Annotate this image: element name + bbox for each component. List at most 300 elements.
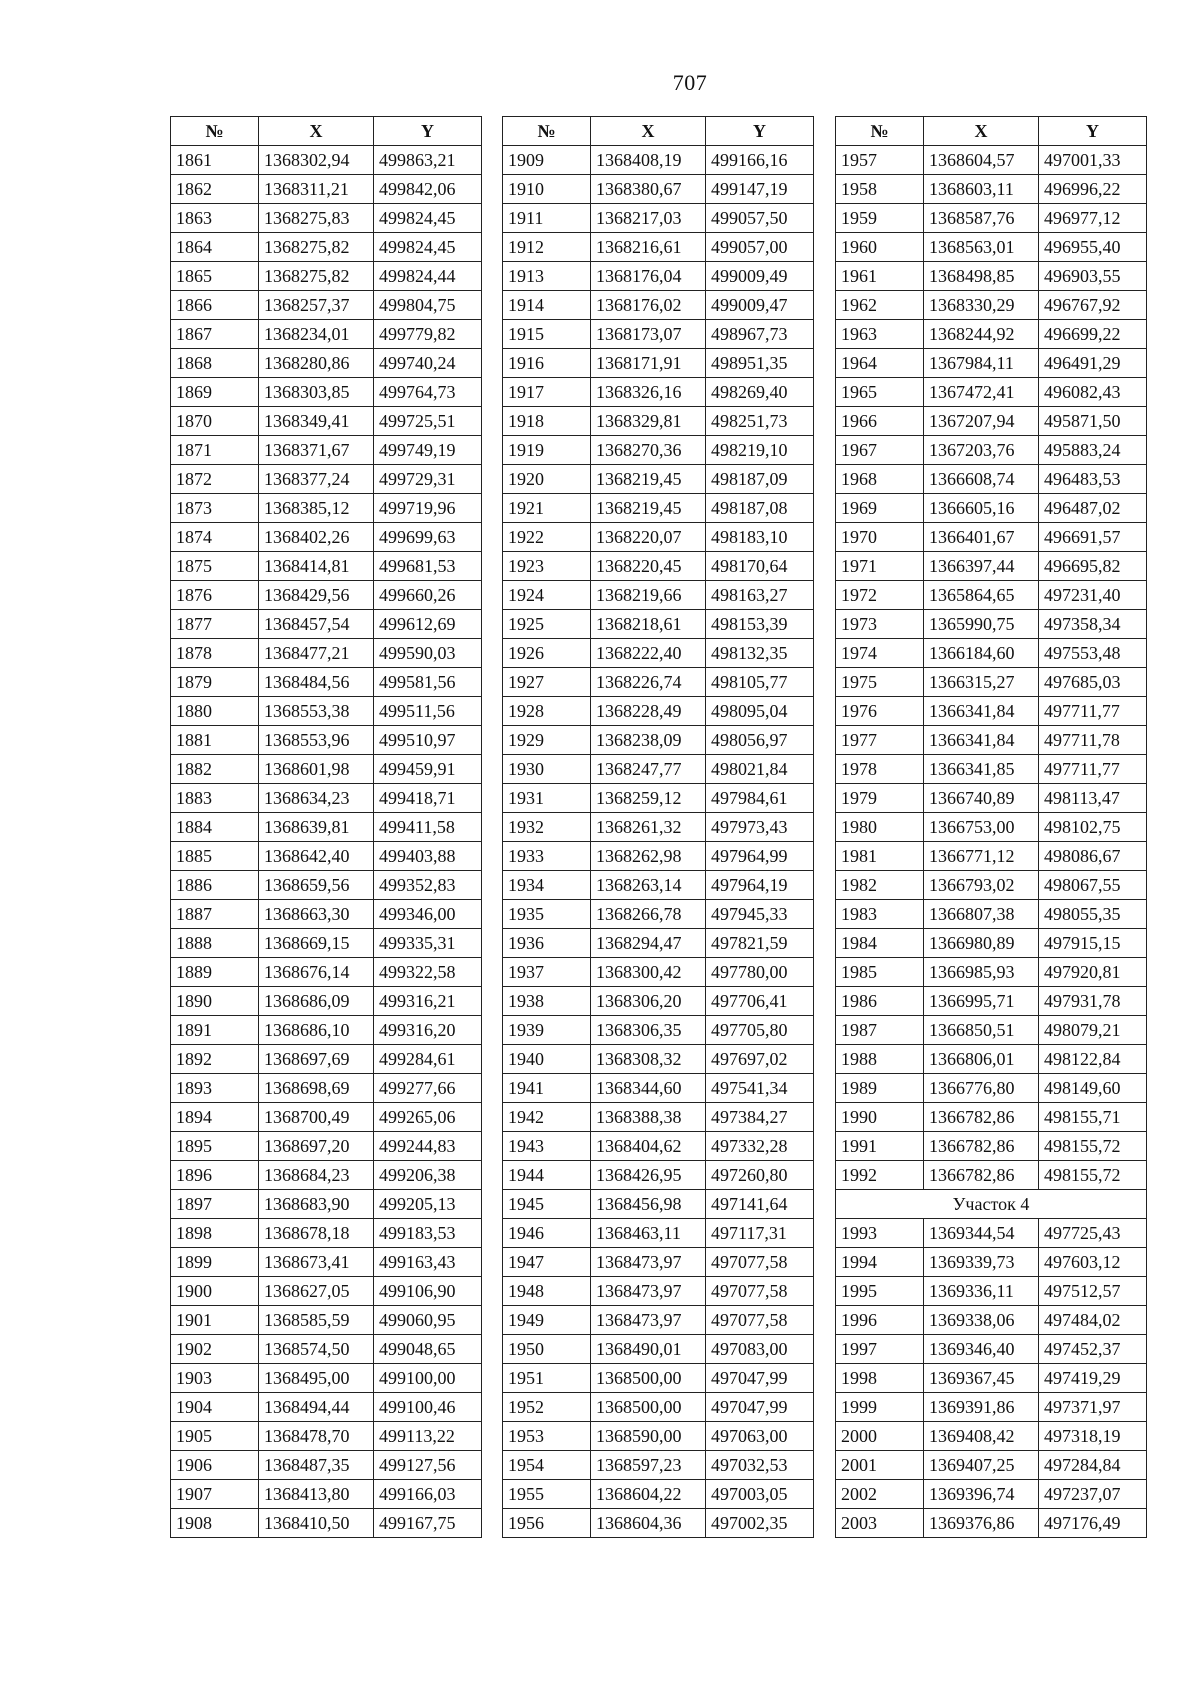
point-number: 1971 [836, 552, 924, 581]
point-number: 1889 [171, 958, 259, 987]
table-row [503, 262, 814, 291]
x-coordinate: 1369336,11 [924, 1277, 1039, 1306]
y-coordinate: 497984,61 [706, 784, 814, 813]
x-coordinate: 1368238,09 [591, 726, 706, 755]
x-coordinate: 1368673,41 [259, 1248, 374, 1277]
point-number: 1883 [171, 784, 259, 813]
point-number: 1878 [171, 639, 259, 668]
table-row [836, 755, 1147, 784]
y-coordinate: 499113,22 [374, 1422, 482, 1451]
y-coordinate: 497419,29 [1039, 1364, 1147, 1393]
x-coordinate: 1368263,14 [591, 871, 706, 900]
table-row [836, 233, 1147, 262]
y-coordinate: 497541,34 [706, 1074, 814, 1103]
point-number: 1992 [836, 1161, 924, 1190]
x-coordinate: 1368498,85 [924, 262, 1039, 291]
table-row [171, 1422, 482, 1451]
table-row [171, 1190, 482, 1219]
point-number: 1976 [836, 697, 924, 726]
table-row [171, 320, 482, 349]
point-number: 1892 [171, 1045, 259, 1074]
y-coordinate: 499842,06 [374, 175, 482, 204]
x-coordinate: 1369344,54 [924, 1219, 1039, 1248]
y-coordinate: 497697,02 [706, 1045, 814, 1074]
x-coordinate: 1368308,32 [591, 1045, 706, 1074]
point-number: 1990 [836, 1103, 924, 1132]
header-number: № [171, 117, 259, 146]
x-coordinate: 1368218,61 [591, 610, 706, 639]
table-row [836, 1451, 1147, 1480]
y-coordinate: 497685,03 [1039, 668, 1147, 697]
y-coordinate: 499725,51 [374, 407, 482, 436]
table-row [503, 1451, 814, 1480]
point-number: 1946 [503, 1219, 591, 1248]
y-coordinate: 496977,12 [1039, 204, 1147, 233]
point-number: 1901 [171, 1306, 259, 1335]
header-x: X [591, 117, 706, 146]
table-row [836, 1016, 1147, 1045]
x-coordinate: 1368553,96 [259, 726, 374, 755]
point-number: 1938 [503, 987, 591, 1016]
table-row [836, 668, 1147, 697]
table-row [503, 175, 814, 204]
table-row [503, 987, 814, 1016]
x-coordinate: 1368303,85 [259, 378, 374, 407]
y-coordinate: 499749,19 [374, 436, 482, 465]
table-row [836, 1393, 1147, 1422]
point-number: 2003 [836, 1509, 924, 1538]
y-coordinate: 497231,40 [1039, 581, 1147, 610]
table-row [171, 900, 482, 929]
y-coordinate: 498067,55 [1039, 871, 1147, 900]
table-row [836, 1132, 1147, 1161]
point-number: 1933 [503, 842, 591, 871]
page-number: 707 [672, 70, 708, 95]
y-coordinate: 498149,60 [1039, 1074, 1147, 1103]
y-coordinate: 499779,82 [374, 320, 482, 349]
y-coordinate: 499660,26 [374, 581, 482, 610]
y-coordinate: 498269,40 [706, 378, 814, 407]
table-row [171, 1509, 482, 1538]
point-number: 1930 [503, 755, 591, 784]
table-row [836, 523, 1147, 552]
table-row [503, 726, 814, 755]
y-coordinate: 496695,82 [1039, 552, 1147, 581]
point-number: 1942 [503, 1103, 591, 1132]
point-number: 1882 [171, 755, 259, 784]
point-number: 1897 [171, 1190, 259, 1219]
point-number: 1872 [171, 465, 259, 494]
y-coordinate: 499106,90 [374, 1277, 482, 1306]
table-row [171, 233, 482, 262]
table-header-row [503, 117, 814, 146]
x-coordinate: 1366771,12 [924, 842, 1039, 871]
table-row [836, 1306, 1147, 1335]
point-number: 1945 [503, 1190, 591, 1219]
point-number: 1974 [836, 639, 924, 668]
table-row [503, 1045, 814, 1074]
y-coordinate: 497260,80 [706, 1161, 814, 1190]
point-number: 1960 [836, 233, 924, 262]
table-row [171, 842, 482, 871]
point-number: 1984 [836, 929, 924, 958]
point-number: 2000 [836, 1422, 924, 1451]
y-coordinate: 497706,41 [706, 987, 814, 1016]
y-coordinate: 497083,00 [706, 1335, 814, 1364]
table-row [836, 1161, 1147, 1190]
y-coordinate: 496487,02 [1039, 494, 1147, 523]
y-coordinate: 498105,77 [706, 668, 814, 697]
table-body [171, 146, 482, 1538]
point-number: 1865 [171, 262, 259, 291]
table-row [171, 1219, 482, 1248]
y-coordinate: 497176,49 [1039, 1509, 1147, 1538]
table-row [836, 1219, 1147, 1248]
x-coordinate: 1368311,21 [259, 175, 374, 204]
table-row [503, 1364, 814, 1393]
x-coordinate: 1367472,41 [924, 378, 1039, 407]
point-number: 1943 [503, 1132, 591, 1161]
point-number: 1964 [836, 349, 924, 378]
x-coordinate: 1368234,01 [259, 320, 374, 349]
y-coordinate: 498187,08 [706, 494, 814, 523]
x-coordinate: 1366776,80 [924, 1074, 1039, 1103]
y-coordinate: 498170,64 [706, 552, 814, 581]
x-coordinate: 1368478,70 [259, 1422, 374, 1451]
point-number: 1888 [171, 929, 259, 958]
table-row [171, 262, 482, 291]
table-row [171, 726, 482, 755]
y-coordinate: 498163,27 [706, 581, 814, 610]
point-number: 1891 [171, 1016, 259, 1045]
y-coordinate: 499183,53 [374, 1219, 482, 1248]
y-coordinate: 499581,56 [374, 668, 482, 697]
x-coordinate: 1368257,37 [259, 291, 374, 320]
point-number: 1895 [171, 1132, 259, 1161]
point-number: 1944 [503, 1161, 591, 1190]
table-row [503, 320, 814, 349]
table-row [503, 1248, 814, 1277]
x-coordinate: 1368329,81 [591, 407, 706, 436]
header-y: Y [1039, 117, 1147, 146]
y-coordinate: 499009,49 [706, 262, 814, 291]
point-number: 1934 [503, 871, 591, 900]
y-coordinate: 499316,20 [374, 1016, 482, 1045]
y-coordinate: 499824,45 [374, 233, 482, 262]
table-row [171, 523, 482, 552]
point-number: 1949 [503, 1306, 591, 1335]
table-row [503, 1074, 814, 1103]
point-number: 1983 [836, 900, 924, 929]
point-number: 1998 [836, 1364, 924, 1393]
table-row [503, 465, 814, 494]
y-coordinate: 499057,50 [706, 204, 814, 233]
y-coordinate: 498155,72 [1039, 1161, 1147, 1190]
x-coordinate: 1368684,23 [259, 1161, 374, 1190]
table-row [503, 1393, 814, 1422]
table-row [171, 958, 482, 987]
point-number: 1995 [836, 1277, 924, 1306]
point-number: 1955 [503, 1480, 591, 1509]
y-coordinate: 498251,73 [706, 407, 814, 436]
point-number: 1861 [171, 146, 259, 175]
header-y: Y [706, 117, 814, 146]
point-number: 1913 [503, 262, 591, 291]
point-number: 1948 [503, 1277, 591, 1306]
y-coordinate: 498095,04 [706, 697, 814, 726]
table-row [503, 436, 814, 465]
table-row [836, 146, 1147, 175]
table-row [171, 987, 482, 1016]
x-coordinate: 1368219,45 [591, 465, 706, 494]
y-coordinate: 497553,48 [1039, 639, 1147, 668]
y-coordinate: 496082,43 [1039, 378, 1147, 407]
table-row [503, 233, 814, 262]
point-number: 1996 [836, 1306, 924, 1335]
x-coordinate: 1366315,27 [924, 668, 1039, 697]
table-row [836, 436, 1147, 465]
table-row [503, 1016, 814, 1045]
point-number: 1912 [503, 233, 591, 262]
x-coordinate: 1368634,23 [259, 784, 374, 813]
table-row [503, 929, 814, 958]
table-row [836, 262, 1147, 291]
y-coordinate: 497711,77 [1039, 697, 1147, 726]
point-number: 1937 [503, 958, 591, 987]
y-coordinate: 499316,21 [374, 987, 482, 1016]
table-row [171, 668, 482, 697]
y-coordinate: 497725,43 [1039, 1219, 1147, 1248]
x-coordinate: 1368495,00 [259, 1364, 374, 1393]
x-coordinate: 1368585,59 [259, 1306, 374, 1335]
x-coordinate: 1365864,65 [924, 581, 1039, 610]
y-coordinate: 497964,19 [706, 871, 814, 900]
x-coordinate: 1368216,61 [591, 233, 706, 262]
table-row [171, 1074, 482, 1103]
y-coordinate: 497077,58 [706, 1248, 814, 1277]
x-coordinate: 1368344,60 [591, 1074, 706, 1103]
point-number: 1868 [171, 349, 259, 378]
y-coordinate: 499719,96 [374, 494, 482, 523]
point-number: 1979 [836, 784, 924, 813]
header-number: № [836, 117, 924, 146]
y-coordinate: 497141,64 [706, 1190, 814, 1219]
x-coordinate: 1368404,62 [591, 1132, 706, 1161]
coordinates-table-2 [502, 116, 814, 1538]
x-coordinate: 1368300,42 [591, 958, 706, 987]
point-number: 1869 [171, 378, 259, 407]
x-coordinate: 1368410,50 [259, 1509, 374, 1538]
x-coordinate: 1368429,56 [259, 581, 374, 610]
y-coordinate: 499163,43 [374, 1248, 482, 1277]
x-coordinate: 1368490,01 [591, 1335, 706, 1364]
y-coordinate: 497284,84 [1039, 1451, 1147, 1480]
y-coordinate: 499100,00 [374, 1364, 482, 1393]
table-row [836, 320, 1147, 349]
table-row [503, 581, 814, 610]
x-coordinate: 1368171,91 [591, 349, 706, 378]
y-coordinate: 496767,92 [1039, 291, 1147, 320]
point-number: 1890 [171, 987, 259, 1016]
x-coordinate: 1368371,67 [259, 436, 374, 465]
table-row [171, 378, 482, 407]
point-number: 1968 [836, 465, 924, 494]
y-coordinate: 499418,71 [374, 784, 482, 813]
x-coordinate: 1368698,69 [259, 1074, 374, 1103]
x-coordinate: 1366793,02 [924, 871, 1039, 900]
x-coordinate: 1368663,30 [259, 900, 374, 929]
point-number: 1905 [171, 1422, 259, 1451]
x-coordinate: 1368590,00 [591, 1422, 706, 1451]
y-coordinate: 496996,22 [1039, 175, 1147, 204]
table-row [171, 1393, 482, 1422]
x-coordinate: 1368697,20 [259, 1132, 374, 1161]
table-row [836, 1364, 1147, 1393]
table-row [171, 1045, 482, 1074]
point-number: 1884 [171, 813, 259, 842]
point-number: 1956 [503, 1509, 591, 1538]
table-row [171, 1103, 482, 1132]
point-number: 1921 [503, 494, 591, 523]
x-coordinate: 1368176,04 [591, 262, 706, 291]
y-coordinate: 497032,53 [706, 1451, 814, 1480]
y-coordinate: 499346,00 [374, 900, 482, 929]
x-coordinate: 1368266,78 [591, 900, 706, 929]
point-number: 1982 [836, 871, 924, 900]
point-number: 1985 [836, 958, 924, 987]
x-coordinate: 1368700,49 [259, 1103, 374, 1132]
x-coordinate: 1369408,42 [924, 1422, 1039, 1451]
table-row [836, 407, 1147, 436]
y-coordinate: 497358,34 [1039, 610, 1147, 639]
point-number: 1876 [171, 581, 259, 610]
point-number: 1932 [503, 813, 591, 842]
y-coordinate: 498183,10 [706, 523, 814, 552]
y-coordinate: 498021,84 [706, 755, 814, 784]
section-title: Участок 4 [836, 1190, 1147, 1219]
y-coordinate: 498122,84 [1039, 1045, 1147, 1074]
table-row [503, 697, 814, 726]
point-number: 1893 [171, 1074, 259, 1103]
table-row [503, 755, 814, 784]
x-coordinate: 1368601,98 [259, 755, 374, 784]
y-coordinate: 499804,75 [374, 291, 482, 320]
table-row [836, 1509, 1147, 1538]
y-coordinate: 499511,56 [374, 697, 482, 726]
point-number: 1980 [836, 813, 924, 842]
y-coordinate: 497003,05 [706, 1480, 814, 1509]
table-row [503, 1422, 814, 1451]
table-row [171, 465, 482, 494]
point-number: 1970 [836, 523, 924, 552]
table-row [836, 291, 1147, 320]
table-row [171, 1451, 482, 1480]
y-coordinate: 499048,65 [374, 1335, 482, 1364]
point-number: 1864 [171, 233, 259, 262]
y-coordinate: 498219,10 [706, 436, 814, 465]
x-coordinate: 1366806,01 [924, 1045, 1039, 1074]
x-coordinate: 1368473,97 [591, 1248, 706, 1277]
y-coordinate: 498155,72 [1039, 1132, 1147, 1161]
x-coordinate: 1368686,09 [259, 987, 374, 1016]
x-coordinate: 1366341,85 [924, 755, 1039, 784]
x-coordinate: 1369338,06 [924, 1306, 1039, 1335]
y-coordinate: 497711,78 [1039, 726, 1147, 755]
table-row [171, 1277, 482, 1306]
table-row [171, 436, 482, 465]
x-coordinate: 1366740,89 [924, 784, 1039, 813]
table-row [171, 1161, 482, 1190]
point-number: 1873 [171, 494, 259, 523]
x-coordinate: 1367203,76 [924, 436, 1039, 465]
table-row [836, 465, 1147, 494]
point-number: 1924 [503, 581, 591, 610]
table-row [171, 610, 482, 639]
x-coordinate: 1366341,84 [924, 697, 1039, 726]
table-row [503, 349, 814, 378]
x-coordinate: 1368275,82 [259, 233, 374, 262]
y-coordinate: 497512,57 [1039, 1277, 1147, 1306]
x-coordinate: 1369407,25 [924, 1451, 1039, 1480]
point-number: 1911 [503, 204, 591, 233]
y-coordinate: 499322,58 [374, 958, 482, 987]
point-number: 1936 [503, 929, 591, 958]
table-row [836, 581, 1147, 610]
point-number: 1939 [503, 1016, 591, 1045]
x-coordinate: 1368377,24 [259, 465, 374, 494]
point-number: 1940 [503, 1045, 591, 1074]
table-header-row [171, 117, 482, 146]
point-number: 1991 [836, 1132, 924, 1161]
y-coordinate: 499824,45 [374, 204, 482, 233]
y-coordinate: 497484,02 [1039, 1306, 1147, 1335]
point-number: 1910 [503, 175, 591, 204]
point-number: 1999 [836, 1393, 924, 1422]
table-row [171, 175, 482, 204]
y-coordinate: 495871,50 [1039, 407, 1147, 436]
point-number: 1898 [171, 1219, 259, 1248]
table-row [171, 784, 482, 813]
y-coordinate: 499127,56 [374, 1451, 482, 1480]
y-coordinate: 497117,31 [706, 1219, 814, 1248]
point-number: 1920 [503, 465, 591, 494]
y-coordinate: 499277,66 [374, 1074, 482, 1103]
point-number: 1961 [836, 262, 924, 291]
point-number: 1962 [836, 291, 924, 320]
table-row [171, 871, 482, 900]
x-coordinate: 1368604,57 [924, 146, 1039, 175]
x-coordinate: 1368487,35 [259, 1451, 374, 1480]
y-coordinate: 497047,99 [706, 1364, 814, 1393]
x-coordinate: 1368244,92 [924, 320, 1039, 349]
x-coordinate: 1368220,07 [591, 523, 706, 552]
point-number: 2002 [836, 1480, 924, 1509]
point-number: 1917 [503, 378, 591, 407]
table-row [836, 697, 1147, 726]
y-coordinate: 499510,97 [374, 726, 482, 755]
table-row [503, 291, 814, 320]
y-coordinate: 498187,09 [706, 465, 814, 494]
x-coordinate: 1366753,00 [924, 813, 1039, 842]
x-coordinate: 1368275,82 [259, 262, 374, 291]
y-coordinate: 496491,29 [1039, 349, 1147, 378]
point-number: 1959 [836, 204, 924, 233]
x-coordinate: 1368259,12 [591, 784, 706, 813]
y-coordinate: 499166,16 [706, 146, 814, 175]
y-coordinate: 498055,35 [1039, 900, 1147, 929]
point-number: 1863 [171, 204, 259, 233]
table-row [503, 1190, 814, 1219]
